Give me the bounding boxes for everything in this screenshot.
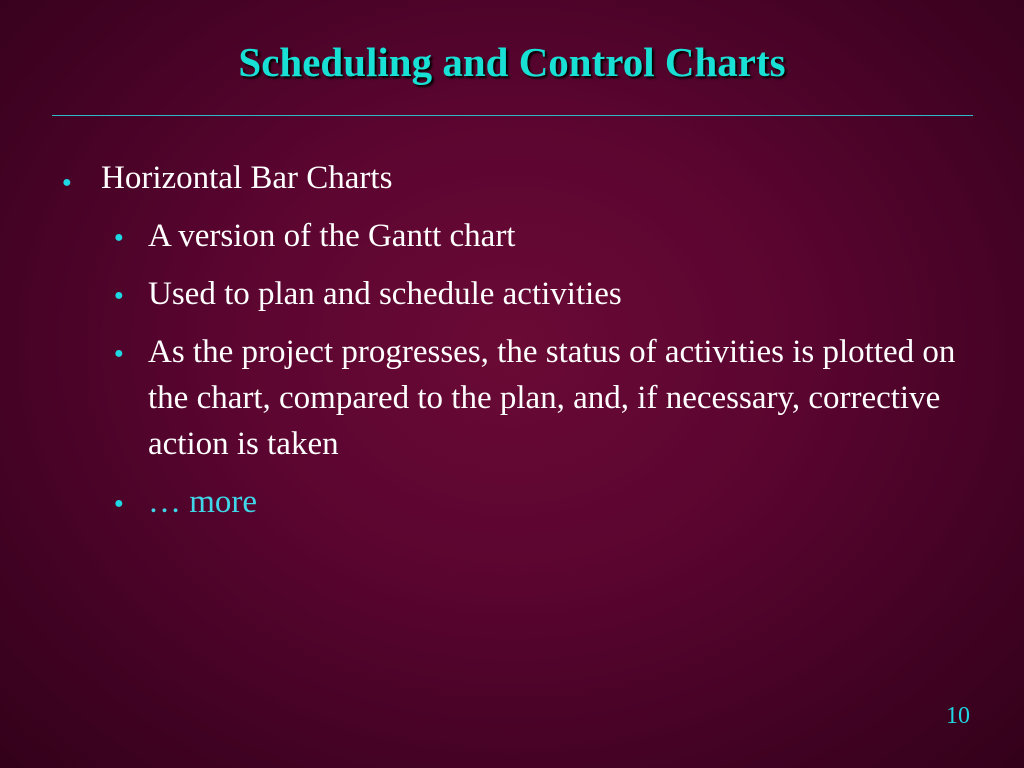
sub-bullet-text: As the project progresses, the status of activities is plotted on the chart, compared to the plan, and, if necessary, corrective action is taken	[148, 334, 956, 462]
sub-bullet-status	[114, 329, 958, 467]
more-ellipsis: …	[148, 484, 181, 520]
bullet-dot-icon: ●	[114, 495, 124, 512]
bullet-dot-icon: ●	[114, 345, 124, 362]
slide-title: Scheduling and Control Charts	[238, 39, 786, 85]
more-link[interactable]: more	[189, 484, 258, 520]
sub-bullet-more	[114, 479, 968, 525]
sub-bullet-text: Used to plan and schedule activities	[148, 276, 622, 312]
sub-bullet-text: A version of the Gantt chart	[148, 218, 516, 254]
bullet-dot-icon: ●	[62, 174, 72, 191]
sub-bullet-gantt	[114, 213, 968, 259]
bullet-dot-icon: ●	[114, 287, 124, 304]
bullet-horizontal-bar-charts: Horizontal Bar Charts	[101, 160, 393, 196]
page-number: 10	[946, 703, 970, 729]
bullet-dot-icon: ●	[114, 229, 124, 246]
sub-bullet-plan-schedule	[114, 271, 968, 317]
